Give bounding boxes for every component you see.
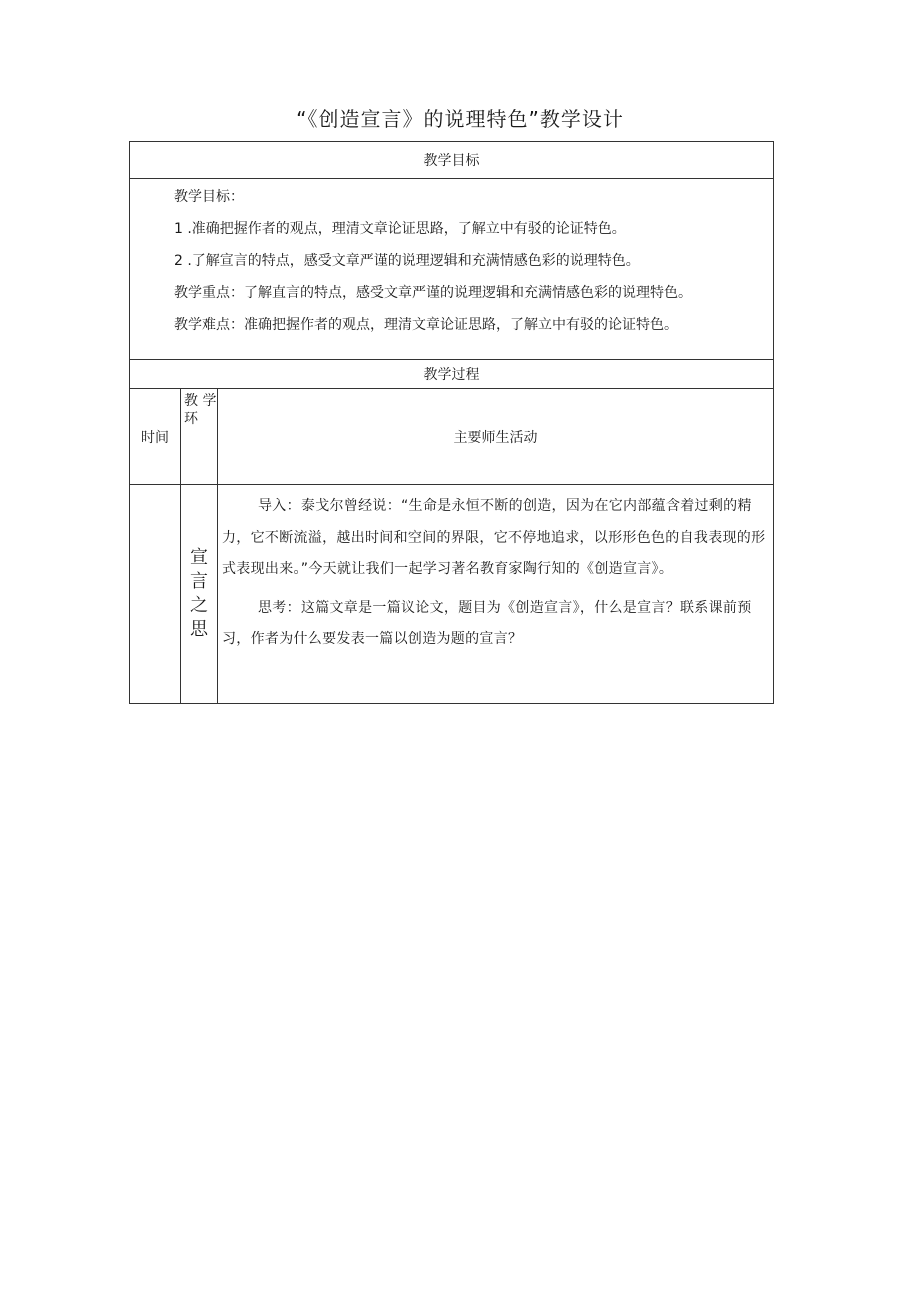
column-header-activity: 主要师生活动 [218,389,774,485]
column-header-stage [181,389,218,485]
goal-item-1: 1 .准确把握作者的观点，理清文章论证思路，了解立中有驳的论证特色。 [174,221,626,237]
lesson-plan-table [129,141,774,704]
stage-char: 之 [190,595,208,616]
activity-intro-paragraph: 导入：泰戈尔曾经说：“生命是永恒不断的创造，因为在它内部蕴含着过剩的精力，它不断流溢，越出时间和空间的界限，它不停地追求，以形形色色的自我表现的形式表现出来。”今天就让我们一起学习著名教育家陶行知的《创造宣言》。 [222,498,766,577]
column-header-stage-line2: 环 [184,411,198,427]
document-title: “《创造宣言》的说理特色”教学设计 [296,107,624,131]
stage-char: 言 [190,571,208,592]
activity-question-paragraph: 思考：这篇文章是一篇议论文，题目为《创造宣言》，什么是宣言？联系课前预习，作者为什么要发表一篇以创造为题的宣言？ [222,599,752,647]
goals-label: 教学目标： [174,189,244,205]
activity-cell [218,485,774,704]
column-header-stage-line1: 教 学 [184,393,217,409]
table-row [130,485,774,704]
process-heading: 教学过程 [130,360,774,389]
time-cell [130,485,181,704]
goals-content [130,179,774,360]
column-header-time: 时间 [130,389,181,485]
teaching-focus: 教学重点：了解直言的特点，感受文章严谨的说理逻辑和充满情感色彩的说理特色。 [174,285,692,301]
stage-name-cell [181,485,218,704]
teaching-difficulty: 教学难点：准确把握作者的观点，理清文章论证思路，了解立中有驳的论证特色。 [174,317,678,333]
stage-char: 宣 [190,547,208,568]
stage-char: 思 [190,619,208,640]
goals-heading: 教学目标 [130,142,774,179]
goal-item-2: 2 .了解宣言的特点，感受文章严谨的说理逻辑和充满情感色彩的说理特色。 [174,253,640,269]
